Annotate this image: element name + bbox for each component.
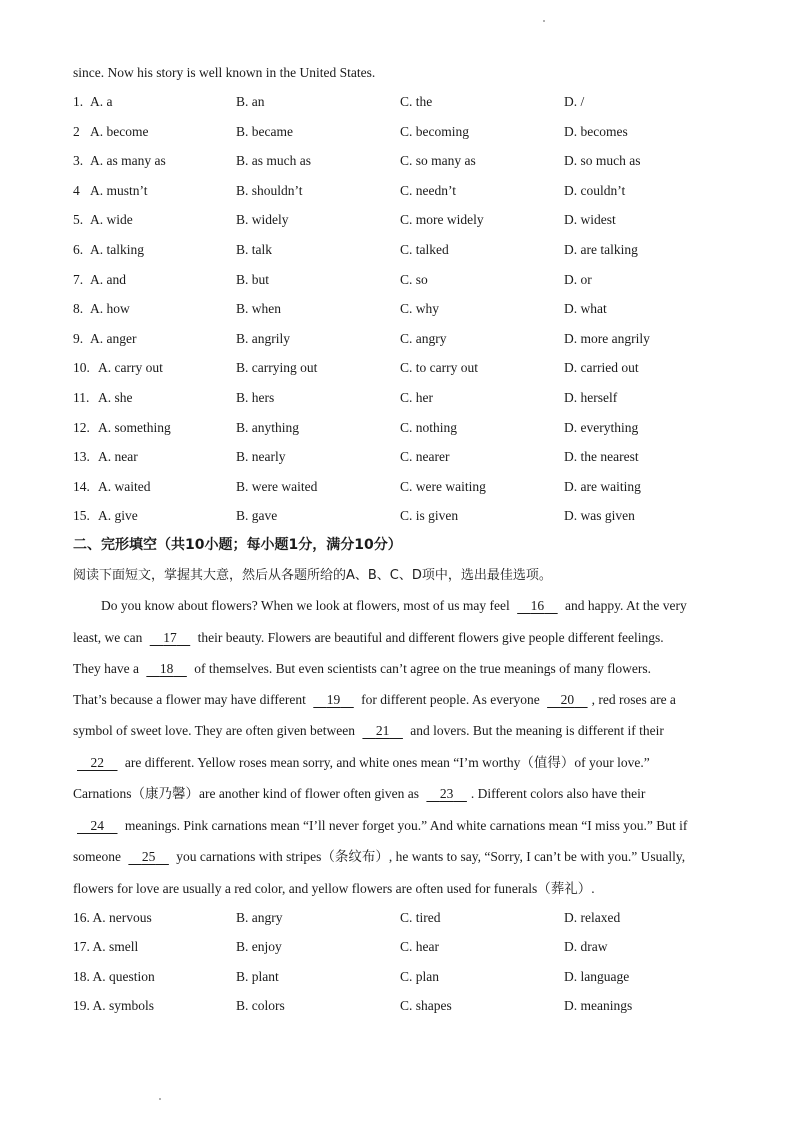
option-b: B. an [236,94,265,109]
passage-line [73,817,687,835]
passage-text: least, we can [73,630,146,645]
blank-number: 18 [159,661,174,676]
option-b: B. widely [236,212,289,228]
question-row [73,508,733,526]
option-c: C. the [400,94,433,109]
intro-line: since. Now his story is well known in the United States. [73,65,376,80]
question-row [73,420,733,438]
question-row [73,212,733,230]
option-d: D. widest [564,212,616,228]
blank-number: 17 [163,630,177,645]
cloze-blank[interactable] [543,691,592,709]
option-b: B. nearly [236,449,286,465]
option-d: D. language [564,968,630,984]
option-d: D. everything [564,419,639,435]
option-a: 17. A. smell [73,939,139,955]
question-number: 10. [73,360,90,376]
passage-line [73,848,685,866]
cloze-blank[interactable] [513,597,562,615]
question-number: 1. [73,94,84,109]
option-b: B. carrying out [236,360,318,376]
passage-line [101,597,687,615]
question-row [73,998,733,1016]
option-b: B. were waited [236,478,318,494]
question-number: 14. [73,478,90,494]
option-a: A. give [98,508,138,524]
option-d: D. was given [564,508,635,524]
option-c: C. needn’t [400,182,456,198]
passage-text: for different people. As everyone [357,692,544,707]
option-d: D. what [564,301,607,317]
cloze-blank[interactable] [73,754,122,772]
blank-number: 23 [439,786,454,801]
blank-number: 24 [90,818,104,833]
question-row [73,939,733,957]
option-c: C. becoming [400,123,469,139]
question-number: 13. [73,449,90,465]
question-row [73,124,733,142]
option-c: C. her [400,390,433,405]
question-row [73,910,733,928]
option-c: C. angry [400,330,447,346]
passage-text: They have a [73,661,143,676]
passage-text: Do you know about flowers? When we look at flowers, most of us may feel [101,598,514,613]
question-number: 9. [73,330,84,346]
question-row [73,390,733,408]
option-b: B. talk [236,242,272,257]
passage-text: and lovers. But the meaning is different if their [406,723,664,738]
question-number: 15. [73,508,90,524]
passage-line [73,660,651,678]
cloze-blank[interactable] [422,785,471,803]
section-instruction: 阅读下面短文，掌握其大意，然后从各题所给的A、B、C、D项中，选出最佳选项。 [73,568,552,583]
option-a: 19. A. symbols [73,997,155,1013]
option-a: A. how [90,301,130,317]
option-c: C. so many as [400,153,476,169]
option-a: 18. A. question [73,968,155,984]
blank-number: 16 [530,598,545,613]
option-a: A. mustn’t [90,182,148,198]
passage-line [73,722,664,740]
passage-text: and happy. At the very [561,598,687,613]
question-row [73,479,733,497]
question-row [73,331,733,349]
question-row [73,301,733,319]
option-c: C. so [400,271,428,287]
option-b: B. but [236,271,270,287]
question-row [73,94,733,112]
passage-line [73,880,595,898]
passage-text: symbol of sweet love. They are often given between [73,723,359,738]
option-b: B. when [236,301,281,317]
question-row [73,449,733,467]
option-a: A. talking [90,242,144,257]
blank-number: 22 [90,755,104,770]
passage-line [73,785,645,803]
option-a: A. she [98,390,133,405]
option-b: B. angry [236,910,283,925]
option-a: A. become [90,123,149,139]
question-row [73,153,733,171]
section-heading: 二、完形填空（共10小题；每小题1分，满分10分） [73,537,402,553]
option-d: D. so much as [564,153,641,169]
option-b: B. enjoy [236,939,282,955]
option-d: D. couldn’t [564,182,626,198]
option-b: B. as much as [236,153,311,169]
question-number: 11. [73,390,90,405]
passage-text: their beauty. Flowers are beautiful and different flowers give people different feelings. [194,630,664,645]
question-number: 5. [73,212,84,228]
option-d: D. carried out [564,360,639,376]
question-number: 4 [73,182,80,198]
blank-number: 21 [375,723,390,738]
option-a: A. wide [90,212,133,228]
option-d: D. more angrily [564,330,650,346]
passage-text: Carnations（康乃馨）are another kind of flower often given as [73,786,423,801]
option-a: 16. A. nervous [73,910,152,925]
passage-text: , red roses are a [591,692,676,707]
option-c: C. is given [400,508,459,524]
option-a: A. carry out [98,360,163,376]
option-c: C. to carry out [400,360,478,376]
option-a: A. anger [90,330,137,346]
option-b: B. gave [236,508,278,524]
option-b: B. plant [236,968,279,984]
question-row [73,242,733,260]
option-d: D. meanings [564,997,633,1013]
question-number: 8. [73,301,84,317]
passage-text: . Different colors also have their [470,786,646,801]
passage-text: meanings. Pink carnations mean “I’ll never forget you.” And white carnations mean “I miss you.” But if [121,818,688,833]
option-d: D. are talking [564,242,638,257]
option-b: B. became [236,123,293,139]
cloze-blank[interactable] [309,691,358,709]
decorative-dot [159,1098,161,1100]
option-c: C. nearer [400,449,450,465]
option-b: B. colors [236,997,285,1013]
option-a: A. as many as [90,153,166,169]
decorative-dot [543,20,545,22]
passage-text: are different. Yellow roses mean sorry, and white ones mean “I’m worthy（值得）of your love.” [121,755,650,770]
option-a: A. waited [98,478,151,494]
option-c: C. shapes [400,997,452,1013]
option-c: C. more widely [400,212,484,228]
option-c: C. were waiting [400,478,486,494]
option-c: C. why [400,301,440,317]
question-number: 3. [73,153,84,169]
option-d: D. herself [564,390,618,405]
passage-text: of themselves. But even scientists can’t agree on the true meanings of many flowers. [190,661,651,676]
option-b: B. anything [236,419,299,435]
question-row [73,272,733,290]
option-b: B. shouldn’t [236,182,303,198]
blank-number: 25 [141,849,156,864]
option-c: C. nothing [400,419,458,435]
passage-line [73,691,676,709]
cloze-blank[interactable] [358,722,407,740]
option-b: B. hers [236,390,275,405]
option-c: C. tired [400,910,441,925]
blank-number: 20 [560,692,575,707]
cloze-blank[interactable] [124,848,173,866]
option-d: D. the nearest [564,449,639,465]
cloze-blank[interactable] [142,660,191,678]
option-b: B. angrily [236,330,290,346]
option-c: C. plan [400,968,439,984]
option-d: D. becomes [564,123,628,139]
passage-line [73,754,650,772]
option-c: C. talked [400,242,449,257]
passage-line [73,629,664,647]
passage-text: someone [73,849,125,864]
option-a: A. a [90,94,113,109]
cloze-blank[interactable] [146,629,195,647]
cloze-blank[interactable] [73,817,122,835]
question-row [73,969,733,987]
question-number: 12. [73,419,90,435]
option-a: A. near [98,449,138,465]
question-number: 7. [73,271,84,287]
option-c: C. hear [400,939,439,955]
option-a: A. something [98,419,171,435]
option-d: D. are waiting [564,478,641,494]
passage-text: you carnations with stripes（条纹布）, he wants to say, “Sorry, I can’t be with you.” Usually, [172,849,686,864]
option-d: D. or [564,271,592,287]
question-number: 2 [73,123,80,139]
question-row [73,183,733,201]
question-number: 6. [73,242,84,257]
passage-text: That’s because a flower may have different [73,692,310,707]
option-d: D. / [564,94,585,109]
option-d: D. draw [564,939,608,955]
option-d: D. relaxed [564,910,621,925]
passage-text: flowers for love are usually a red color, and yellow flowers are often used for funerals（葬礼）. [73,881,595,896]
blank-number: 19 [326,692,341,707]
option-a: A. and [90,271,126,287]
question-row [73,360,733,378]
